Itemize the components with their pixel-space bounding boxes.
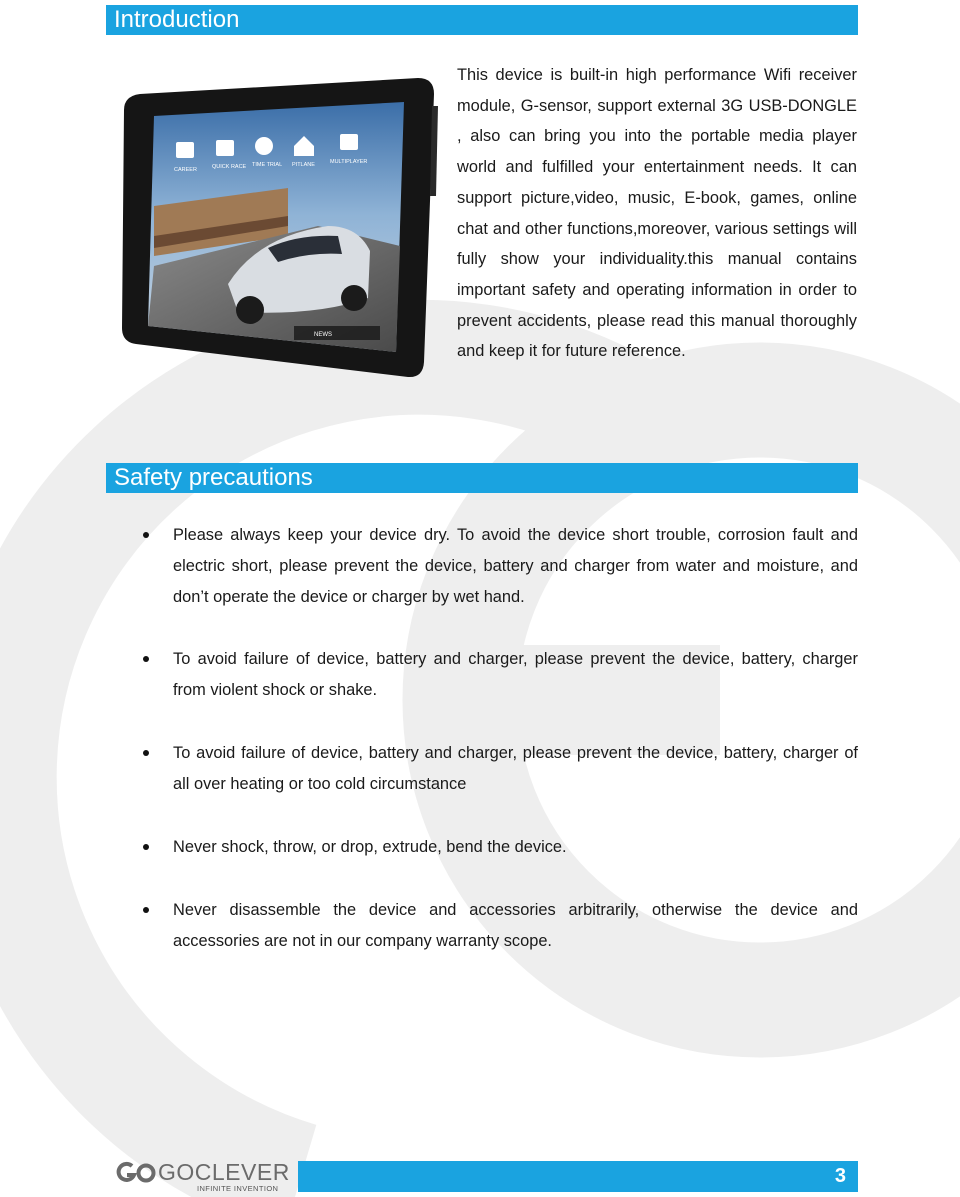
page-number: 3 xyxy=(834,1165,846,1187)
safety-list xyxy=(140,520,858,957)
intro-paragraph: This device is built-in high performance Wifi receiver module, G-sensor, support external 3G USB-DONGLE , also can bring you into the portable media player world and fulfilled your entertainment needs. It can support picture,video, music, E-book, games, online chat and other functions,moreover, various settings will fully show your individuality.this manual contains important safety and operating information in order to prevent accidents, please read this manual thoroughly and keep it for future reference. xyxy=(457,66,857,361)
safety-item-text: Never shock, throw, or drop, extrude, bend the device. xyxy=(173,838,567,856)
page-number-bar xyxy=(298,1161,858,1192)
safety-item-text: Never disassemble the device and accessories arbitrarily, otherwise the device and accessories are not in our company warranty scope. xyxy=(173,901,858,950)
safety-item xyxy=(140,832,858,863)
safety-item xyxy=(140,520,858,613)
safety-item-text: Please always keep your device dry. To avoid the device short trouble, corrosion fault and electric short, please prevent the device, battery and charger from water and moisture, and don’t operate the device or charger by wet hand. xyxy=(173,526,858,606)
brand-tagline: INFINITE INVENTION xyxy=(197,1184,279,1193)
bullet-icon xyxy=(143,907,149,913)
safety-item-text: To avoid failure of device, battery and charger, please prevent the device, battery, charger from violent shock or shake. xyxy=(173,650,858,699)
brand-name: GOCLEVER xyxy=(158,1159,290,1185)
bullet-icon xyxy=(143,750,149,756)
section-title-introduction: Introduction xyxy=(106,5,858,35)
bullet-icon xyxy=(143,844,149,850)
safety-item xyxy=(140,738,858,800)
bullet-icon xyxy=(143,656,149,662)
goclever-logo-icon xyxy=(116,1160,156,1186)
bullet-icon xyxy=(143,532,149,538)
tablet-menu-quick-race: QUICK RACE xyxy=(212,164,247,170)
tablet-news-label: NEWS xyxy=(314,332,332,338)
tablet-menu-pitlane: PITLANE xyxy=(292,162,315,168)
safety-item xyxy=(140,644,858,706)
tablet-menu-multiplayer: MULTIPLAYER xyxy=(330,159,368,165)
section-title-safety-precautions: Safety precautions xyxy=(106,463,858,493)
safety-item-text: To avoid failure of device, battery and charger, please prevent the device, battery, charger of all over heating or too cold circumstance xyxy=(173,744,858,793)
tablet-image xyxy=(118,76,440,382)
tablet-menu-time-trial: TIME TRIAL xyxy=(252,162,283,168)
tablet-menu-career: CAREER xyxy=(174,167,197,173)
safety-item xyxy=(140,895,858,957)
